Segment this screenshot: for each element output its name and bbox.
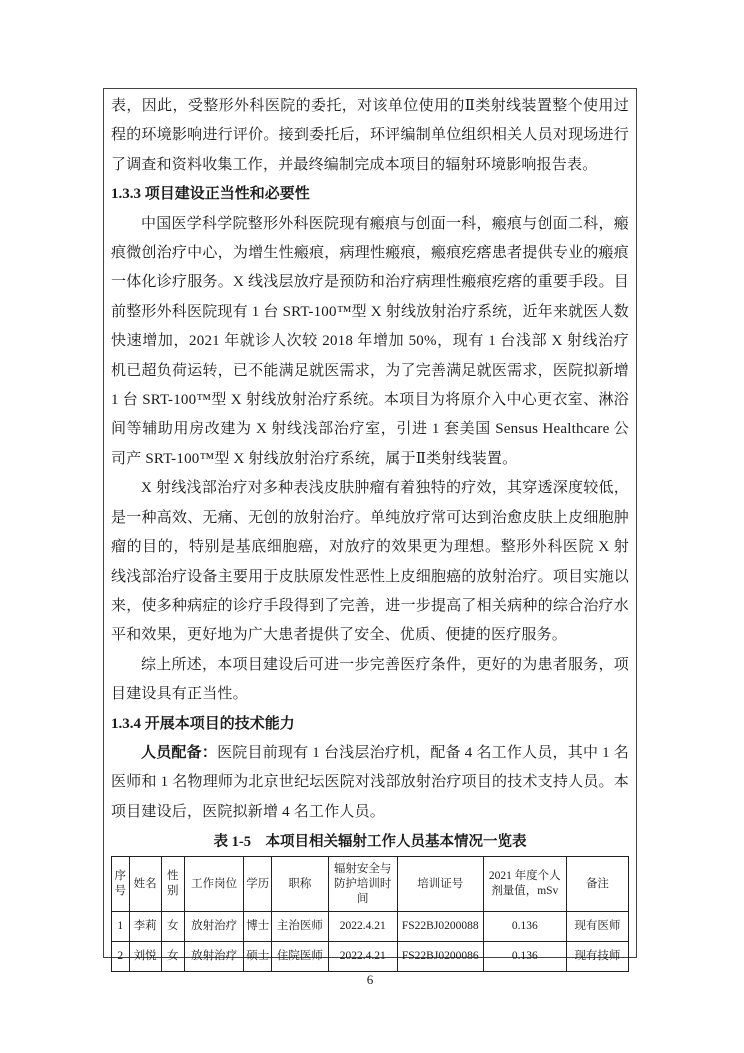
col-header-name: 姓名 (129, 857, 161, 912)
cell-cert-number: FS22BJ0200088 (397, 912, 483, 942)
col-header-education: 学历 (244, 857, 272, 912)
table-caption: 表 1-5 本项目相关辐射工作人员基本情况一览表 (213, 834, 527, 851)
table-header-row (112, 857, 629, 912)
paragraph-continuation: 表，因此，受整形外科医院的委托，对该单位使用的Ⅱ类射线装置整个使用过程的环境影响进行评价。接到委托后，环评编制单位组织相关人员对现场进行了调查和资料收集工作，并最终编制完成本项目的辐射环境影响报告表。 (111, 98, 629, 173)
cell-index: 2 (112, 942, 130, 972)
col-header-dose: 2021 年度个人剂量值，mSv (483, 857, 566, 912)
cell-education: 博士 (244, 912, 272, 942)
table-row (112, 912, 629, 942)
cell-cert-number: FS22BJ0200086 (397, 942, 483, 972)
col-header-index: 序号 (112, 857, 130, 912)
paragraph-staffing (111, 739, 629, 827)
staffing-body-text: 医院目前现有 1 台浅层治疗机，配备 4 名工作人员，其中 1 名医师和 1 名物理师为北京世纪坛医院对浅部放射治疗项目的技术支持人员。本项目建设后，医院拟新增 4 名工作人员。 (111, 744, 629, 820)
cell-training-time: 2022.4.21 (328, 912, 397, 942)
cell-gender: 女 (161, 912, 184, 942)
paragraph-conclusion: 综上所述，本项目建设后可进一步完善医疗条件，更好的为患者服务，项目建设具有正当性。 (111, 656, 629, 703)
col-header-cert-number: 培训证号 (397, 857, 483, 912)
cell-name: 刘悦 (129, 942, 161, 972)
col-header-gender: 性别 (161, 857, 184, 912)
table-row (112, 942, 629, 972)
col-header-training-time: 辐射安全与防护培训时间 (328, 857, 397, 912)
col-header-position: 工作岗位 (184, 857, 243, 912)
paragraph-hospital-overview: 中国医学科学院整形外科医院现有瘢痕与创面一科，瘢痕与创面二科，瘢痕微创治疗中心，为增生性瘢痕，病理性瘢痕，瘢痕疙瘩患者提供专业的瘢痕一体化诊疗服务。X 线浅层放疗是预防和治疗病理性瘢痕疙瘩的重要手段。目前整形外科医院现有 1 台 SRT-100™型 X 射线放射治疗系统，近年来就医人数快速增加，2021 年就诊人次较 2018 年增加 50%，现有 1 台浅部 X 射线治疗机已超负荷运转，已不能满足就医需求，为了完善满足就医需求，医院拟新增 1 台 SRT-100™型 X 射线放射治疗系统。本项目为将原介入中心更衣室、淋浴间等辅助用房改建为 X 射线浅部治疗室，引进 1 套美国 Sensus Healthcare 公司产 SRT-100™型 X 射线放射治疗系统，属于Ⅱ类射线装置。 (111, 215, 629, 467)
cell-position: 放射治疗 (184, 912, 243, 942)
cell-title: 主治医师 (272, 912, 328, 942)
cell-dose: 0.136 (483, 912, 566, 942)
col-header-title: 职称 (272, 857, 328, 912)
paragraph-treatment-benefits: X 射线浅部治疗对多种表浅皮肤肿瘤有着独特的疗效，其穿透深度较低，是一种高效、无痛、无创的放射治疗。单纯放疗常可达到治愈皮肤上皮细胞肿瘤的目的，特别是基底细胞癌，对放疗的效果更为理想。整形外科医院 X 射线浅部治疗设备主要用于皮肤原发性恶性上皮细胞癌的放射治疗。项目实施以来，使多种病症的诊疗手段得到了完善，进一步提高了相关病种的综合治疗水平和效果，更好地为广大患者提供了安全、优质、便捷的医疗服务。 (111, 480, 629, 644)
page-number: 6 (366, 972, 374, 987)
cell-remark: 现有医师 (566, 912, 628, 942)
cell-index: 1 (112, 912, 130, 942)
radiation-staff-table (111, 856, 629, 972)
cell-gender: 女 (161, 942, 184, 972)
staffing-lead-label: 人员配备： (141, 744, 218, 761)
cell-education: 硕士 (244, 942, 272, 972)
cell-training-time: 2022.4.21 (328, 942, 397, 972)
cell-dose: 0.136 (483, 942, 566, 972)
section-heading-1-3-4: 1.3.4 开展本项目的技术能力 (111, 715, 295, 732)
section-heading-1-3-3: 1.3.3 项目建设正当性和必要性 (111, 186, 310, 203)
cell-name: 李莉 (129, 912, 161, 942)
cell-position: 放射治疗 (184, 942, 243, 972)
cell-title: 住院医师 (272, 942, 328, 972)
col-header-remark: 备注 (566, 857, 628, 912)
cell-remark: 现有技师 (566, 942, 628, 972)
content-frame (103, 88, 637, 963)
